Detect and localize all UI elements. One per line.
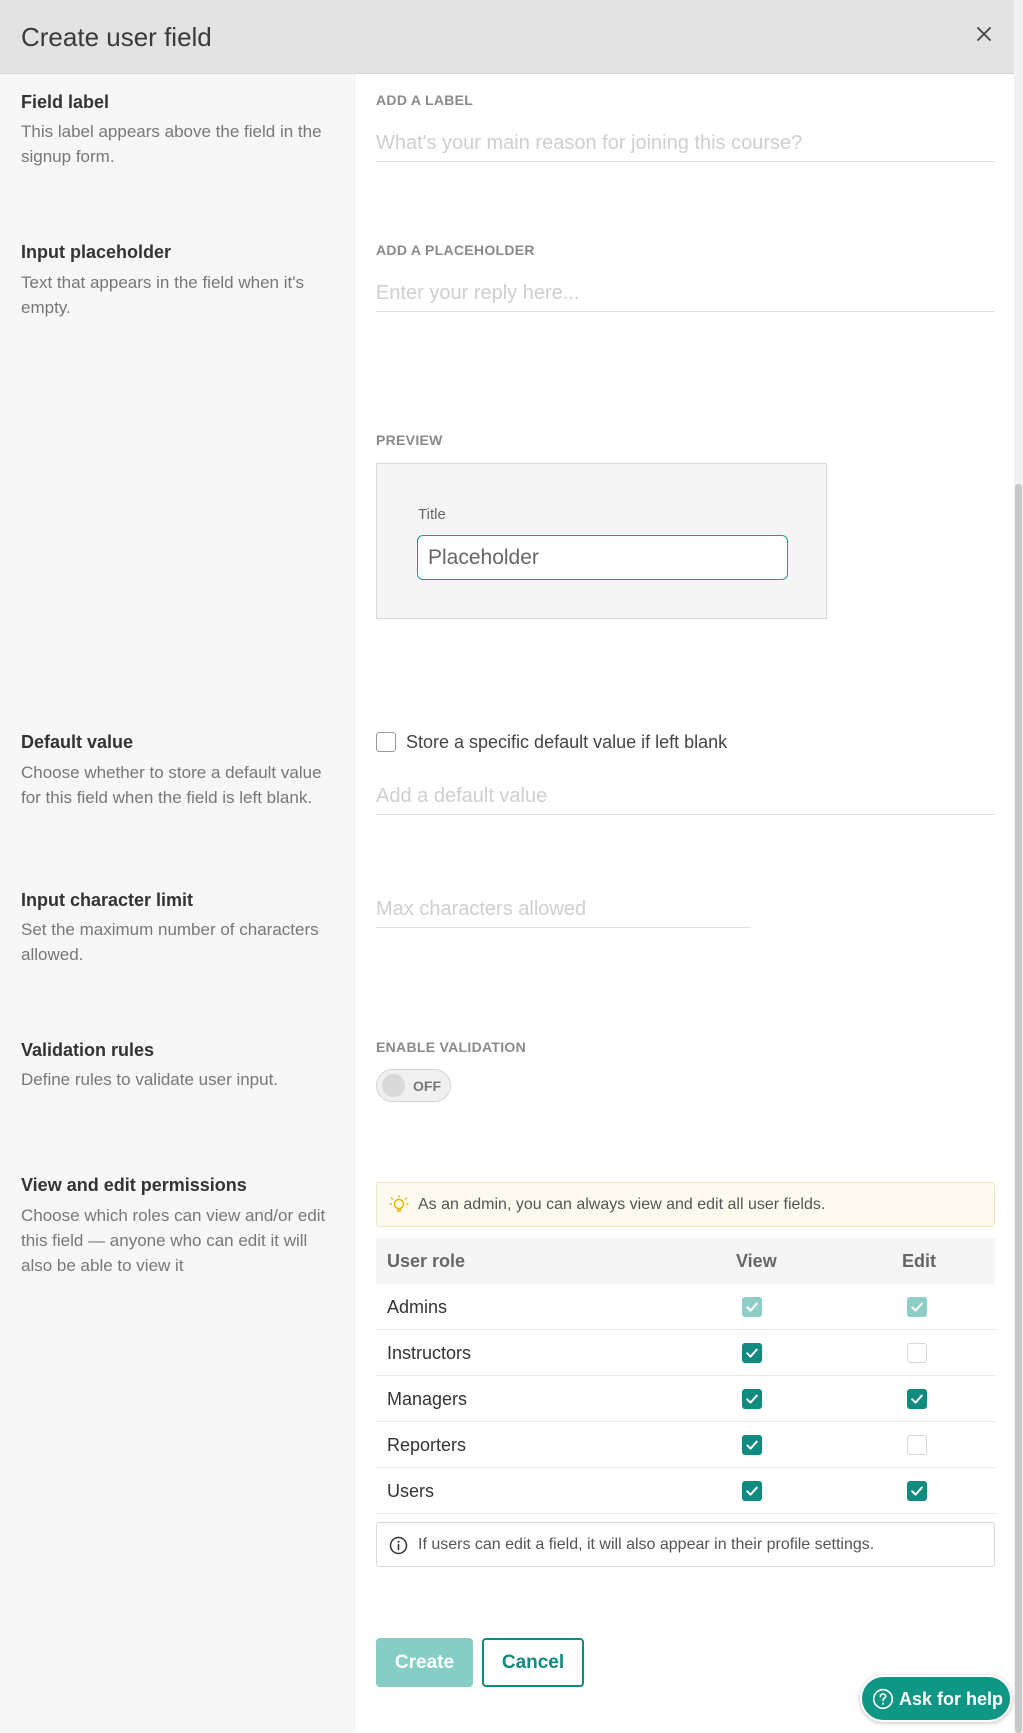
table-row: [376, 1330, 995, 1376]
edit-checkbox[interactable]: [907, 1389, 927, 1409]
table-row: [376, 1284, 995, 1330]
default-value-input[interactable]: [376, 779, 995, 815]
close-button[interactable]: [970, 20, 998, 48]
view-checkbox[interactable]: [742, 1435, 762, 1455]
toggle-knob: [382, 1074, 405, 1097]
close-icon: [970, 20, 998, 48]
column-edit: Edit: [902, 1251, 936, 1271]
input-placeholder-title: Input placeholder: [21, 242, 172, 262]
input-placeholder-description: Text that appears in the field when it's empty.: [21, 273, 304, 317]
default-value-title: Default value: [21, 732, 134, 752]
preview-input[interactable]: [417, 535, 788, 580]
scrollbar-thumb[interactable]: [1015, 484, 1022, 1733]
edit-checkbox: [907, 1297, 927, 1317]
validation-toggle[interactable]: [376, 1069, 451, 1102]
ask-for-help-button[interactable]: [860, 1675, 1012, 1722]
view-checkbox: [742, 1297, 762, 1317]
checkmark-icon: [909, 1483, 925, 1499]
view-checkbox[interactable]: [742, 1389, 762, 1409]
modal-title: Create user field: [21, 22, 212, 52]
preview-box: [376, 463, 827, 619]
default-value-checkbox[interactable]: [376, 732, 396, 752]
admin-note: [376, 1182, 995, 1227]
cancel-button[interactable]: Cancel: [482, 1638, 584, 1687]
permissions-description: Choose which roles can view and/or edit this field — anyone who can edit it will also be able to view it: [21, 1206, 326, 1275]
checkmark-icon: [744, 1437, 760, 1453]
checkmark-icon: [744, 1299, 760, 1315]
preview-caption: PREVIEW: [376, 432, 443, 448]
role-name: Users: [387, 1481, 435, 1501]
view-checkbox[interactable]: [742, 1481, 762, 1501]
table-header: [376, 1238, 995, 1284]
lightbulb-icon: [388, 1194, 410, 1216]
enable-validation-caption: ENABLE VALIDATION: [376, 1039, 527, 1055]
role-name: Managers: [387, 1389, 468, 1409]
column-user-role: User role: [387, 1251, 466, 1271]
validation-description: Define rules to validate user input.: [21, 1070, 279, 1089]
toggle-state-label: OFF: [413, 1078, 441, 1094]
table-row: [376, 1376, 995, 1422]
char-limit-description: Set the maximum number of characters allowed.: [21, 920, 319, 964]
default-value-checkbox-row[interactable]: [376, 731, 727, 753]
permissions-title: View and edit permissions: [21, 1175, 247, 1195]
view-checkbox[interactable]: [742, 1343, 762, 1363]
profile-settings-note-text: If users can edit a field, it will also appear in their profile settings.: [418, 1536, 875, 1553]
question-icon: [872, 1688, 894, 1710]
input-placeholder-input[interactable]: [376, 276, 995, 312]
char-limit-title: Input character limit: [21, 890, 194, 910]
info-icon: [389, 1536, 408, 1555]
role-name: Reporters: [387, 1435, 467, 1455]
role-name: Instructors: [387, 1343, 472, 1363]
table-row: [376, 1422, 995, 1468]
edit-checkbox[interactable]: [907, 1435, 927, 1455]
add-placeholder-caption: ADD A PLACEHOLDER: [376, 242, 535, 258]
role-name: Admins: [387, 1297, 448, 1317]
validation-title: Validation rules: [21, 1040, 155, 1060]
default-value-checkbox-label: Store a specific default value if left blank: [406, 731, 728, 752]
default-value-description: Choose whether to store a default value for this field when the field is left blank.: [21, 763, 322, 807]
field-label-input[interactable]: [376, 126, 995, 162]
field-label-title: Field label: [21, 92, 110, 112]
edit-checkbox[interactable]: [907, 1343, 927, 1363]
checkmark-icon: [744, 1483, 760, 1499]
modal-header: [0, 0, 1014, 74]
table-row: [376, 1468, 995, 1514]
field-label-description: This label appears above the field in the signup form.: [21, 122, 322, 166]
checkmark-icon: [909, 1391, 925, 1407]
column-view: View: [736, 1251, 777, 1271]
checkmark-icon: [909, 1299, 925, 1315]
add-label-caption: ADD A LABEL: [376, 92, 474, 108]
create-button[interactable]: Create: [376, 1638, 473, 1687]
admin-note-text: As an admin, you can always view and edit all user fields.: [418, 1196, 826, 1213]
checkmark-icon: [744, 1391, 760, 1407]
profile-settings-note: [376, 1522, 995, 1567]
edit-checkbox[interactable]: [907, 1481, 927, 1501]
preview-field-title: Title: [418, 506, 446, 523]
checkmark-icon: [744, 1345, 760, 1361]
ask-for-help-label: Ask for help: [899, 1689, 1004, 1709]
char-limit-input[interactable]: [376, 892, 751, 928]
